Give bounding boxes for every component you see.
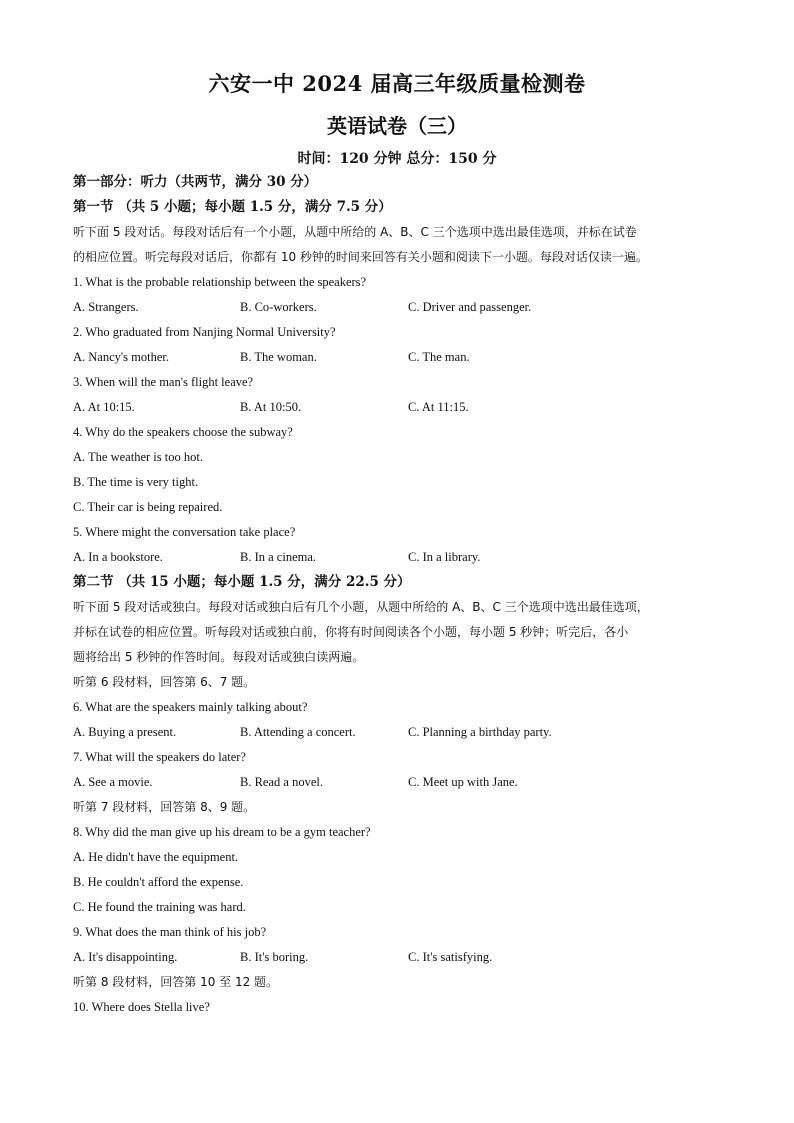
option-a: A. See a movie.	[73, 775, 153, 789]
question-stem: 6. What are the speakers mainly talking about?	[73, 700, 308, 714]
question-stem: 4. Why do the speakers choose the subway?	[73, 425, 293, 439]
question-stem: 7. What will the speakers do later?	[73, 750, 246, 764]
option-c: C. At 11:15.	[408, 400, 469, 414]
question-stem: 1. What is the probable relationship between the speakers?	[73, 275, 367, 289]
section-heading: 第一节 （共 5 小题；每小题 1.5 分，满分 7.5 分）	[73, 199, 392, 215]
option-c: C. Meet up with Jane.	[408, 775, 518, 789]
question-stem: 2. Who graduated from Nanjing Normal University?	[73, 325, 336, 339]
option-a: A. Buying a present.	[73, 725, 177, 739]
option-b: B. In a cinema.	[240, 550, 317, 564]
instruction-line: 并标在试卷的相应位置。听每段对话或独白前，你将有时间阅读各个小题，每小题 5 秒钟；听完后，各小	[73, 625, 629, 639]
option-a: A. At 10:15.	[73, 400, 135, 414]
option-a: A. The weather is too hot.	[73, 450, 203, 464]
options-row	[73, 395, 728, 420]
options-row	[73, 945, 728, 970]
part-heading: 第一部分：听力（共两节，满分 30 分）	[73, 174, 318, 190]
option-a: A. In a bookstore.	[73, 550, 163, 564]
option-c: C. In a library.	[408, 550, 481, 564]
option-b: B. At 10:50.	[240, 400, 302, 414]
question-stem: 5. Where might the conversation take place?	[73, 525, 296, 539]
option-b: B. Attending a concert.	[240, 725, 356, 739]
exam-content	[73, 170, 728, 1020]
question-stem: 8. Why did the man give up his dream to be a gym teacher?	[73, 825, 371, 839]
options-row	[73, 295, 728, 320]
option-c: C. The man.	[408, 350, 470, 364]
section-heading: 第二节 （共 15 小题；每小题 1.5 分，满分 22.5 分）	[73, 574, 411, 590]
options-row	[73, 545, 728, 570]
option-a: A. Strangers.	[73, 300, 139, 314]
instruction-line: 题将给出 5 秒钟的作答时间。每段对话或独白读两遍。	[73, 650, 365, 664]
option-b: B. He couldn't afford the expense.	[73, 875, 244, 889]
options-row	[73, 770, 728, 795]
exam-title: 六安一中 2024 届高三年级质量检测卷	[208, 71, 586, 96]
option-c: C. Their car is being repaired.	[73, 500, 223, 514]
option-a: A. He didn't have the equipment.	[73, 850, 239, 864]
option-b: B. It's boring.	[240, 950, 309, 964]
option-b: B. The woman.	[240, 350, 317, 364]
option-c: C. Driver and passenger.	[408, 300, 532, 314]
option-a: A. Nancy's mother.	[73, 350, 169, 364]
instruction-line: 的相应位置。听完每段对话后，你都有 10 秒钟的时间来回答有关小题和阅读下一小题。每段对话仅读一遍。	[73, 250, 648, 264]
question-stem: 10. Where does Stella live?	[73, 1000, 210, 1014]
options-row	[73, 720, 728, 745]
instruction-line: 听下面 5 段对话或独白。每段对话或独白后有几个小题，从题中所给的 A、B、C 三个选项中选出最佳选项，	[73, 600, 649, 614]
question-stem: 9. What does the man think of his job?	[73, 925, 267, 939]
exam-subtitle: 英语试卷（三）	[327, 114, 467, 138]
option-b: B. Co-workers.	[240, 300, 317, 314]
material-note: 听第 7 段材料，回答第 8、9 题。	[73, 800, 256, 814]
instruction-line: 听下面 5 段对话。每段对话后有一个小题，从题中所给的 A、B、C 三个选项中选出最佳选项，并标在试卷	[73, 225, 637, 239]
option-a: A. It's disappointing.	[73, 950, 178, 964]
option-b: B. The time is very tight.	[73, 475, 199, 489]
option-c: C. Planning a birthday party.	[408, 725, 552, 739]
option-b: B. Read a novel.	[240, 775, 323, 789]
question-stem: 3. When will the man's flight leave?	[73, 375, 254, 389]
material-note: 听第 6 段材料，回答第 6、7 题。	[73, 675, 256, 689]
options-row	[73, 345, 728, 370]
option-c: C. It's satisfying.	[408, 950, 493, 964]
option-c: C. He found the training was hard.	[73, 900, 246, 914]
material-note: 听第 8 段材料，回答第 10 至 12 题。	[73, 975, 279, 989]
exam-meta: 时间：120 分钟 总分：150 分	[297, 151, 497, 167]
